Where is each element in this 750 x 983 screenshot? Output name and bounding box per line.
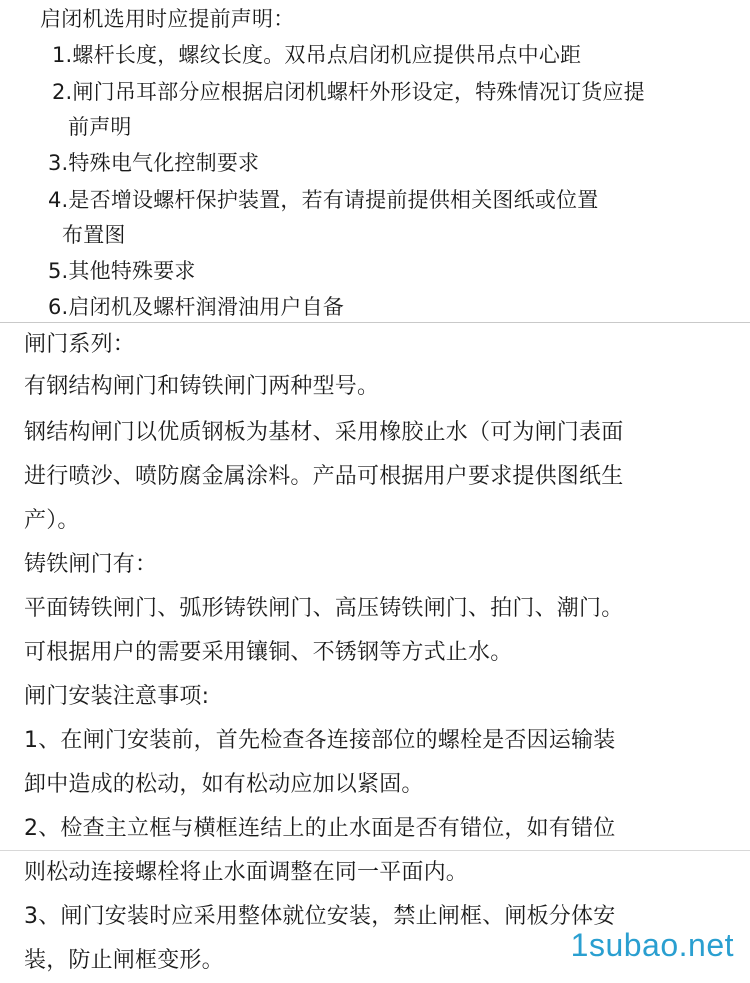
install-line: 装，防止闸框变形。 — [24, 948, 224, 973]
install-line: 1、在闸门安装前，首先检查各连接部位的螺栓是否因运输装 — [24, 728, 616, 753]
notice-item-cont: 布置图 — [62, 223, 126, 247]
cast-heading: 铸铁闸门有： — [24, 552, 158, 577]
notice-item: 4.是否增设螺杆保护装置，若有请提前提供相关图纸或位置 — [48, 188, 599, 212]
line-divider — [0, 850, 750, 851]
notice-item-cont: 前声明 — [68, 115, 132, 139]
steel-desc-line: 钢结构闸门以优质钢板为基材、采用橡胶止水（可为闸门表面 — [24, 420, 624, 445]
notice-title: 启闭机选用时应提前声明： — [40, 7, 295, 31]
steel-desc-line: 进行喷沙、喷防腐金属涂料。产品可根据用户要求提供图纸生 — [24, 464, 624, 489]
series-heading: 闸门系列： — [24, 332, 136, 357]
install-line: 2、检查主立框与横框连结上的止水面是否有错位，如有错位 — [24, 816, 616, 841]
cast-types: 平面铸铁闸门、弧形铸铁闸门、高压铸铁闸门、拍门、潮门。 — [24, 596, 624, 621]
install-line: 则松动连接螺栓将止水面调整在同一平面内。 — [24, 860, 469, 885]
notice-item: 1.螺杆长度，螺纹长度。双吊点启闭机应提供吊点中心距 — [52, 43, 582, 67]
section-divider — [0, 322, 750, 323]
install-heading: 闸门安装注意事项: — [24, 684, 210, 709]
site-watermark: 1subao.net — [570, 927, 734, 963]
notice-item: 3.特殊电气化控制要求 — [48, 151, 260, 175]
cast-seal: 可根据用户的需要采用镶铜、不锈钢等方式止水。 — [24, 640, 513, 665]
series-models: 有钢结构闸门和铸铁闸门两种型号。 — [24, 374, 380, 399]
notice-item: 2.闸门吊耳部分应根据启闭机螺杆外形设定，特殊情况订货应提 — [52, 80, 645, 104]
install-line: 卸中造成的松动，如有松动应加以紧固。 — [24, 772, 424, 797]
steel-desc-line: 产）。 — [24, 508, 80, 533]
install-line: 3、闸门安装时应采用整体就位安装，禁止闸框、闸板分体安 — [24, 904, 616, 929]
notice-item: 5.其他特殊要求 — [48, 259, 196, 283]
notice-item: 6.启闭机及螺杆润滑油用户自备 — [48, 295, 345, 319]
